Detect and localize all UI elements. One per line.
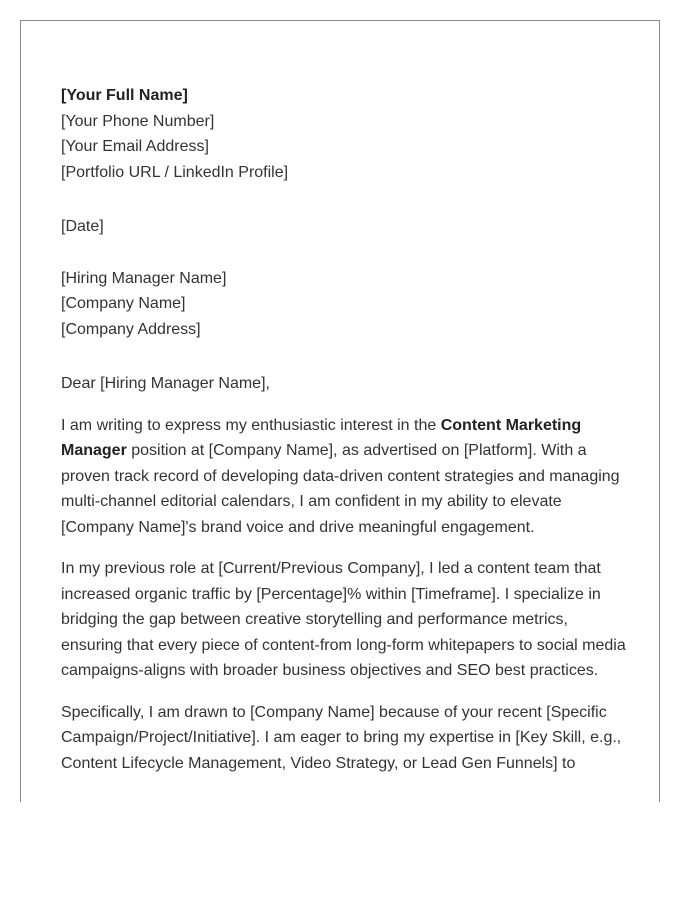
recipient-block <box>61 266 631 343</box>
spacer <box>61 342 631 371</box>
spacer <box>61 185 631 214</box>
sender-phone: [Your Phone Number] <box>61 112 215 130</box>
sender-block <box>61 83 631 185</box>
sender-name: [Your Full Name] <box>61 87 188 104</box>
paragraph-2: In my previous role at [Current/Previous Company], I led a content team that increased organic traffic by [Percentage]% within [Timeframe]. I specialize in bridging the gap between creative storytelling and performance metrics, ensuring that every piece of content-from long-form whitepapers to social media campaigns-aligns with broader business objectives and SEO best practices. <box>61 560 626 679</box>
sender-portfolio: [Portfolio URL / LinkedIn Profile] <box>61 163 289 181</box>
paragraph-1-rest: position at [Company Name], as advertised on [Platform]. With a proven track record of developing data-driven content strategies and managing multi-channel editorial calendars, I am confident in my ability to elevate [Company Name]'s brand voice and drive meaningful engagement. <box>61 442 620 536</box>
letter-body <box>61 83 631 792</box>
recipient-company: [Company Name] <box>61 295 186 312</box>
recipient-manager: [Hiring Manager Name] <box>61 269 227 287</box>
role-title: Content Marketing Manager <box>61 416 582 459</box>
paragraph-1 <box>61 413 631 541</box>
spacer <box>61 240 631 266</box>
paragraph-1-lead: I am writing to express my enthusiastic interest in the <box>61 416 441 434</box>
letter-page <box>20 20 660 802</box>
salutation: Dear [Hiring Manager Name], <box>61 375 270 392</box>
sender-email: [Your Email Address] <box>61 138 209 155</box>
recipient-address: [Company Address] <box>61 320 201 338</box>
paragraph-3: Specifically, I am drawn to [Company Name] because of your recent [Specific Campaign/Project/Initiative]. I am eager to bring my expertise in [Key Skill, e.g., Content Lifecycle Management, Video Strategy, or Lead Gen Funnels] to <box>61 703 622 772</box>
spacer <box>61 397 631 413</box>
letter-date: [Date] <box>61 218 104 235</box>
